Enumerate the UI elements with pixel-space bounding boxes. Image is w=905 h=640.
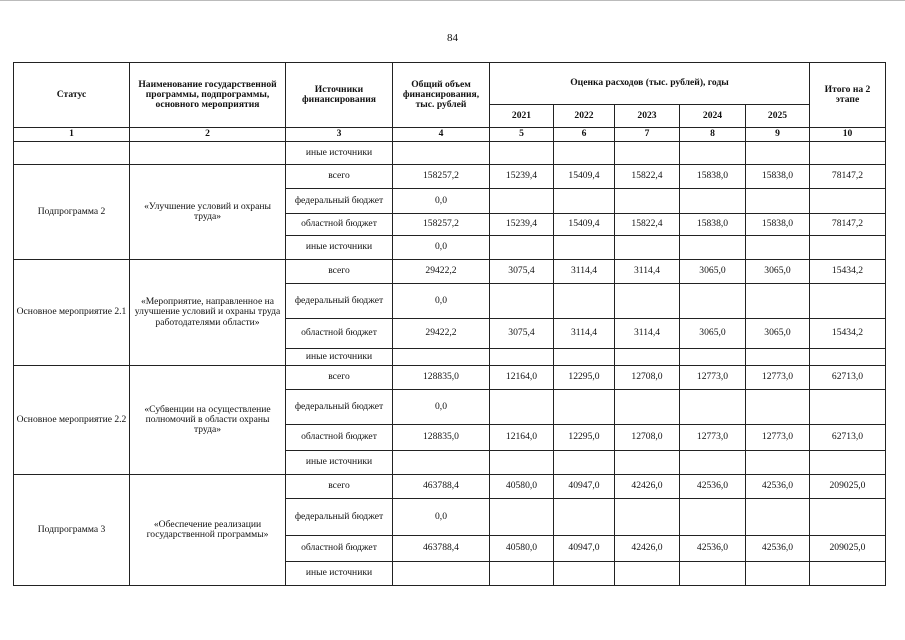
header-year: 2025 (746, 105, 810, 128)
column-number: 5 (490, 128, 554, 142)
value-cell: 15409,4 (554, 214, 615, 236)
header-stage-total: Итого на 2 этапе (810, 63, 886, 128)
source-cell: всего (286, 475, 393, 499)
value-cell (680, 349, 746, 366)
value-cell (746, 349, 810, 366)
header-total-volume: Общий объем финансирования, тыс. рублей (393, 63, 490, 128)
value-cell (490, 451, 554, 475)
value-cell (615, 142, 680, 165)
value-cell: 12773,0 (680, 425, 746, 451)
value-cell (615, 189, 680, 214)
header-name: Наименование государственной программы, подпрограммы, основного мероприятия (130, 63, 286, 128)
source-cell: федеральный бюджет (286, 499, 393, 536)
source-cell: всего (286, 366, 393, 390)
value-cell (490, 499, 554, 536)
status-cell (14, 142, 130, 165)
value-cell: 3065,0 (746, 260, 810, 284)
value-cell: 12708,0 (615, 425, 680, 451)
column-number: 2 (130, 128, 286, 142)
value-cell (810, 349, 886, 366)
value-cell (554, 451, 615, 475)
value-cell: 3114,4 (615, 260, 680, 284)
value-cell (393, 349, 490, 366)
value-cell: 3114,4 (554, 260, 615, 284)
value-cell (810, 142, 886, 165)
source-cell: федеральный бюджет (286, 189, 393, 214)
value-cell: 40580,0 (490, 536, 554, 562)
value-cell: 15838,0 (746, 165, 810, 189)
value-cell: 12708,0 (615, 366, 680, 390)
value-cell (810, 499, 886, 536)
value-cell (680, 236, 746, 260)
value-cell (746, 451, 810, 475)
value-cell (746, 562, 810, 586)
column-number: 3 (286, 128, 393, 142)
value-cell (490, 142, 554, 165)
name-cell: «Субвенции на осуществление полномочий в области охраны труда» (130, 366, 286, 475)
value-cell (680, 142, 746, 165)
value-cell: 12773,0 (680, 366, 746, 390)
status-cell: Подпрограмма 3 (14, 475, 130, 586)
value-cell (393, 451, 490, 475)
scan-top-edge (0, 0, 905, 1)
value-cell (554, 349, 615, 366)
value-cell: 12164,0 (490, 425, 554, 451)
value-cell: 15409,4 (554, 165, 615, 189)
value-cell: 128835,0 (393, 366, 490, 390)
value-cell (490, 349, 554, 366)
value-cell: 3075,4 (490, 260, 554, 284)
value-cell: 209025,0 (810, 536, 886, 562)
column-number: 7 (615, 128, 680, 142)
value-cell: 0,0 (393, 189, 490, 214)
value-cell: 0,0 (393, 236, 490, 260)
name-cell: «Улучшение условий и охраны труда» (130, 165, 286, 260)
value-cell (554, 236, 615, 260)
column-number: 8 (680, 128, 746, 142)
column-number: 9 (746, 128, 810, 142)
value-cell (746, 189, 810, 214)
value-cell: 3065,0 (746, 319, 810, 349)
value-cell (490, 236, 554, 260)
value-cell (490, 284, 554, 319)
value-cell (615, 499, 680, 536)
name-cell: «Мероприятие, направленное на улучшение условий и охраны труда работодателями области» (130, 260, 286, 366)
source-cell: иные источники (286, 142, 393, 165)
value-cell (810, 562, 886, 586)
value-cell: 12773,0 (746, 366, 810, 390)
value-cell: 3065,0 (680, 260, 746, 284)
value-cell: 15434,2 (810, 319, 886, 349)
value-cell (746, 236, 810, 260)
table-row (14, 260, 886, 284)
source-cell: иные источники (286, 349, 393, 366)
source-cell: федеральный бюджет (286, 390, 393, 425)
value-cell: 0,0 (393, 390, 490, 425)
value-cell: 463788,4 (393, 536, 490, 562)
value-cell: 3114,4 (615, 319, 680, 349)
value-cell: 40947,0 (554, 536, 615, 562)
value-cell (615, 349, 680, 366)
value-cell (680, 189, 746, 214)
value-cell: 463788,4 (393, 475, 490, 499)
header-year: 2021 (490, 105, 554, 128)
value-cell: 42536,0 (746, 536, 810, 562)
value-cell: 42426,0 (615, 536, 680, 562)
value-cell (554, 142, 615, 165)
column-number: 10 (810, 128, 886, 142)
name-cell: «Обеспечение реализации государственной программы» (130, 475, 286, 586)
value-cell (615, 236, 680, 260)
page-number: 84 (447, 32, 458, 44)
value-cell (615, 390, 680, 425)
value-cell: 15239,4 (490, 214, 554, 236)
value-cell (810, 284, 886, 319)
source-cell: иные источники (286, 236, 393, 260)
value-cell (490, 189, 554, 214)
value-cell (810, 236, 886, 260)
value-cell (746, 390, 810, 425)
column-number: 1 (14, 128, 130, 142)
value-cell: 62713,0 (810, 366, 886, 390)
value-cell: 62713,0 (810, 425, 886, 451)
column-number: 6 (554, 128, 615, 142)
table-body (14, 142, 886, 586)
value-cell: 12295,0 (554, 425, 615, 451)
value-cell: 78147,2 (810, 165, 886, 189)
value-cell: 12773,0 (746, 425, 810, 451)
value-cell: 15838,0 (746, 214, 810, 236)
value-cell: 40580,0 (490, 475, 554, 499)
value-cell: 3065,0 (680, 319, 746, 349)
table-row (14, 475, 886, 499)
name-cell (130, 142, 286, 165)
table-row (14, 366, 886, 390)
value-cell (490, 562, 554, 586)
value-cell (615, 451, 680, 475)
value-cell: 158257,2 (393, 165, 490, 189)
source-cell: областной бюджет (286, 319, 393, 349)
source-cell: областной бюджет (286, 214, 393, 236)
value-cell (810, 390, 886, 425)
value-cell (554, 562, 615, 586)
value-cell: 42536,0 (746, 475, 810, 499)
value-cell: 15838,0 (680, 165, 746, 189)
header-year: 2023 (615, 105, 680, 128)
value-cell: 3075,4 (490, 319, 554, 349)
header-status: Статус (14, 63, 130, 128)
value-cell (680, 562, 746, 586)
value-cell (746, 284, 810, 319)
value-cell: 3114,4 (554, 319, 615, 349)
value-cell (680, 451, 746, 475)
table-row (14, 165, 886, 189)
value-cell: 158257,2 (393, 214, 490, 236)
value-cell (554, 390, 615, 425)
financing-table (13, 62, 886, 586)
value-cell (810, 189, 886, 214)
value-cell (554, 189, 615, 214)
source-cell: всего (286, 165, 393, 189)
value-cell: 78147,2 (810, 214, 886, 236)
column-number: 4 (393, 128, 490, 142)
value-cell (615, 562, 680, 586)
value-cell: 0,0 (393, 499, 490, 536)
value-cell: 0,0 (393, 284, 490, 319)
value-cell: 42426,0 (615, 475, 680, 499)
source-cell: иные источники (286, 451, 393, 475)
value-cell: 12164,0 (490, 366, 554, 390)
source-cell: всего (286, 260, 393, 284)
header-sources: Источники финансирования (286, 63, 393, 128)
status-cell: Основное мероприятие 2.1 (14, 260, 130, 366)
value-cell: 15838,0 (680, 214, 746, 236)
table-row (14, 142, 886, 165)
value-cell: 42536,0 (680, 475, 746, 499)
value-cell: 15822,4 (615, 165, 680, 189)
value-cell: 29422,2 (393, 319, 490, 349)
value-cell: 12295,0 (554, 366, 615, 390)
value-cell (746, 499, 810, 536)
status-cell: Подпрограмма 2 (14, 165, 130, 260)
value-cell: 15822,4 (615, 214, 680, 236)
source-cell: областной бюджет (286, 425, 393, 451)
value-cell: 15434,2 (810, 260, 886, 284)
value-cell (554, 499, 615, 536)
value-cell (554, 284, 615, 319)
status-cell: Основное мероприятие 2.2 (14, 366, 130, 475)
value-cell: 29422,2 (393, 260, 490, 284)
value-cell (490, 390, 554, 425)
source-cell: федеральный бюджет (286, 284, 393, 319)
value-cell: 40947,0 (554, 475, 615, 499)
header-year: 2024 (680, 105, 746, 128)
value-cell: 128835,0 (393, 425, 490, 451)
value-cell (615, 284, 680, 319)
value-cell (680, 284, 746, 319)
value-cell (680, 499, 746, 536)
value-cell: 15239,4 (490, 165, 554, 189)
header-year: 2022 (554, 105, 615, 128)
value-cell: 209025,0 (810, 475, 886, 499)
value-cell (393, 142, 490, 165)
source-cell: областной бюджет (286, 536, 393, 562)
value-cell (393, 562, 490, 586)
value-cell: 42536,0 (680, 536, 746, 562)
header-estimate: Оценка расходов (тыс. рублей), годы (490, 63, 810, 105)
value-cell (746, 142, 810, 165)
value-cell (810, 451, 886, 475)
source-cell: иные источники (286, 562, 393, 586)
value-cell (680, 390, 746, 425)
